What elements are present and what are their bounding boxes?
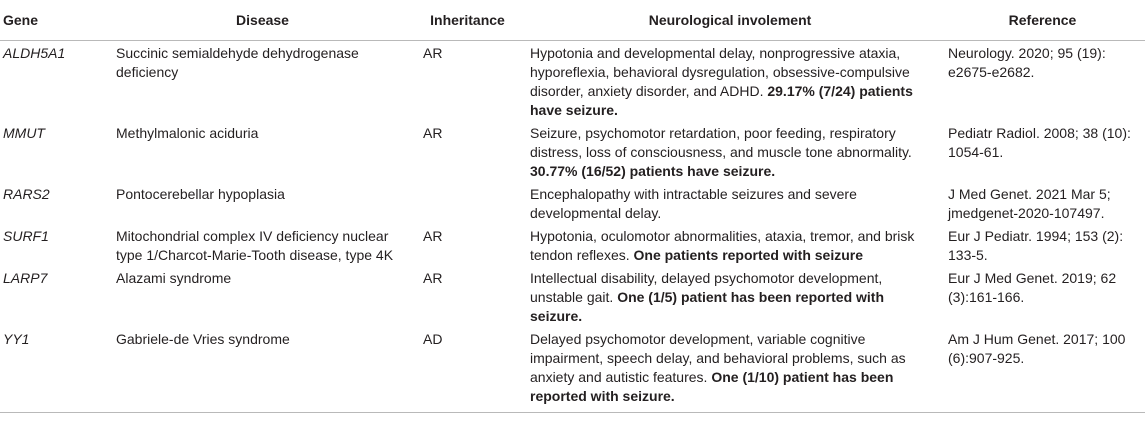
table-row xyxy=(0,182,1145,224)
neuro-text: Intellectual disability, delayed psychomotor development, unstable gait. xyxy=(530,270,883,305)
disease-cell: Mitochondrial complex IV deficiency nuclear type 1/Charcot-Marie-Tooth disease, type 4K xyxy=(116,228,394,263)
reference-cell: J Med Genet. 2021 Mar 5; jmedgenet-2020-107497. xyxy=(948,186,1111,221)
neuro-text: Hypotonia and developmental delay, nonprogressive ataxia, hyporeflexia, behavioral dysregulation, obsessive-compulsive disorder, anxiety disorder, and ADHD. xyxy=(530,45,910,99)
disease-cell: Succinic semialdehyde dehydrogenase deficiency xyxy=(116,45,359,80)
header-disease: Disease xyxy=(110,0,415,41)
table-row xyxy=(0,121,1145,182)
neuro-cell xyxy=(520,41,940,122)
header-row xyxy=(0,0,1145,41)
reference-cell: Am J Hum Genet. 2017; 100 (6):907-925. xyxy=(940,327,1145,413)
neuro-cell xyxy=(520,182,940,224)
inheritance-cell: AR xyxy=(423,270,443,286)
neuro-text: Hypotonia, oculomotor abnormalities, ataxia, tremor, and brisk tendon reflexes. xyxy=(530,228,915,263)
gene-cell: MMUT xyxy=(3,125,45,141)
reference-cell: Eur J Med Genet. 2019; 62 (3):161-166. xyxy=(948,270,1117,305)
inheritance-cell: AD xyxy=(415,327,520,413)
neuro-cell xyxy=(520,327,940,413)
gene-cell: SURF1 xyxy=(3,228,49,244)
header-gene: Gene xyxy=(0,0,110,41)
inheritance-cell: AR xyxy=(423,125,443,141)
reference-cell: Neurology. 2020; 95 (19): e2675-e2682. xyxy=(948,45,1106,80)
disease-cell: Pontocerebellar hypoplasia xyxy=(116,186,285,202)
neuro-cell xyxy=(520,266,940,327)
neuro-seizure-note: 29.17% (7/24) patients have seizure. xyxy=(530,83,913,118)
inheritance-cell: AR xyxy=(423,45,443,61)
header-neurological-involvement: Neurological involement xyxy=(520,0,940,41)
neuro-seizure-note: One (1/5) patient has been reported with seizure. xyxy=(530,289,885,324)
header-reference: Reference xyxy=(940,0,1145,41)
gene-cell: ALDH5A1 xyxy=(3,45,66,61)
header-inheritance: Inheritance xyxy=(415,0,520,41)
reference-cell: Pediatr Radiol. 2008; 38 (10): 1054-61. xyxy=(948,125,1131,160)
gene-cell: YY1 xyxy=(0,327,110,413)
neuro-text: Encephalopathy with intractable seizures and severe developmental delay. xyxy=(530,186,857,221)
inheritance-cell xyxy=(415,182,520,224)
disease-cell: Gabriele-de Vries syndrome xyxy=(110,327,415,413)
inheritance-cell: AR xyxy=(423,228,443,244)
gene-cell: LARP7 xyxy=(3,270,48,286)
table-row xyxy=(0,224,1145,266)
neuro-seizure-note: One (1/10) patient has been reported with seizure. xyxy=(530,369,894,404)
neuro-text: Delayed psychomotor development, variable cognitive impairment, speech delay, and behavioral problems, such as anxiety and autistic features. xyxy=(530,331,906,385)
neuro-cell xyxy=(520,224,940,266)
table-row xyxy=(0,327,1145,413)
disease-cell: Methylmalonic aciduria xyxy=(116,125,259,141)
table-row xyxy=(0,41,1145,122)
neuro-seizure-note: 30.77% (16/52) patients have seizure. xyxy=(530,163,776,179)
reference-cell: Eur J Pediatr. 1994; 153 (2): 133-5. xyxy=(948,228,1124,263)
neuro-text: Seizure, psychomotor retardation, poor feeding, respiratory distress, loss of consciousness, and muscle tone abnormality. xyxy=(530,125,912,160)
neuro-cell xyxy=(520,121,940,182)
table-row xyxy=(0,266,1145,327)
gene-cell: RARS2 xyxy=(3,186,50,202)
neuro-seizure-note: One patients reported with seizure xyxy=(633,247,864,263)
disease-cell: Alazami syndrome xyxy=(116,270,232,286)
